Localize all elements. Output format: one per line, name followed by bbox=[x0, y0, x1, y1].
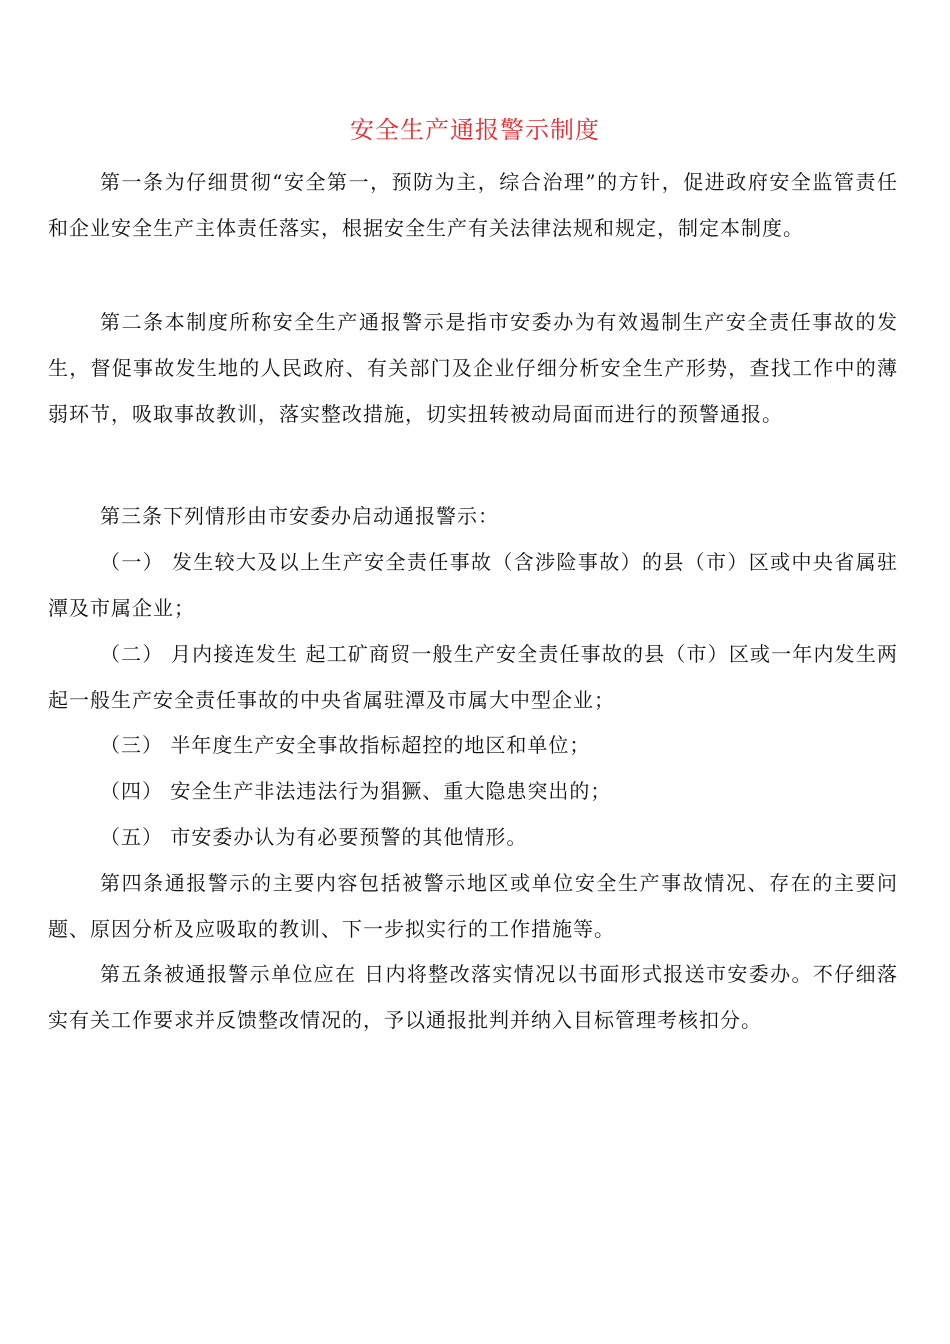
list-item-2: （二） 月内接连发生 起工矿商贸一般生产安全责任事故的县（市）区或一年内发生两起一般生产安全责任事故的中央省属驻潭及市属大中型企业； bbox=[48, 642, 898, 712]
list-item-4: （四） 安全生产非法违法行为猖獗、重大隐患突出的； bbox=[100, 779, 612, 803]
document-title: 安全生产通报警示制度 bbox=[350, 116, 600, 144]
list-item-1: （一） 发生较大及以上生产安全责任事故（含涉险事故）的县（市）区或中央省属驻潭及市属企业； bbox=[48, 550, 898, 620]
article-2-paragraph: 第二条本制度所称安全生产通报警示是指市安委办为有效遏制生产安全责任事故的发生，督促事故发生地的人民政府、有关部门及企业仔细分析安全生产形势，查找工作中的薄弱环节，吸取事故教训，落实整改措施，切实扭转被动局面而进行的预警通报。 bbox=[48, 310, 898, 426]
list-item-5: （五） 市安委办认为有必要预警的其他情形。 bbox=[100, 825, 528, 849]
article-1-paragraph: 第一条为仔细贯彻“安全第一，预防为主，综合治理”的方针，促进政府安全监管责任和企业安全生产主体责任落实，根据安全生产有关法律法规和规定，制定本制度。 bbox=[48, 170, 898, 240]
list-item-3: （三） 半年度生产安全事故指标超控的地区和单位； bbox=[100, 733, 591, 757]
article-5-paragraph: 第五条被通报警示单位应在 日内将整改落实情况以书面形式报送市安委办。不仔细落实有关工作要求并反馈整改情况的，予以通报批判并纳入目标管理考核扣分。 bbox=[48, 962, 898, 1032]
article-4-paragraph: 第四条通报警示的主要内容包括被警示地区或单位安全生产事故情况、存在的主要问题、原因分析及应吸取的教训、下一步拟实行的工作措施等。 bbox=[48, 871, 898, 941]
article-3-paragraph: 第三条下列情形由市安委办启动通报警示： bbox=[100, 504, 499, 528]
